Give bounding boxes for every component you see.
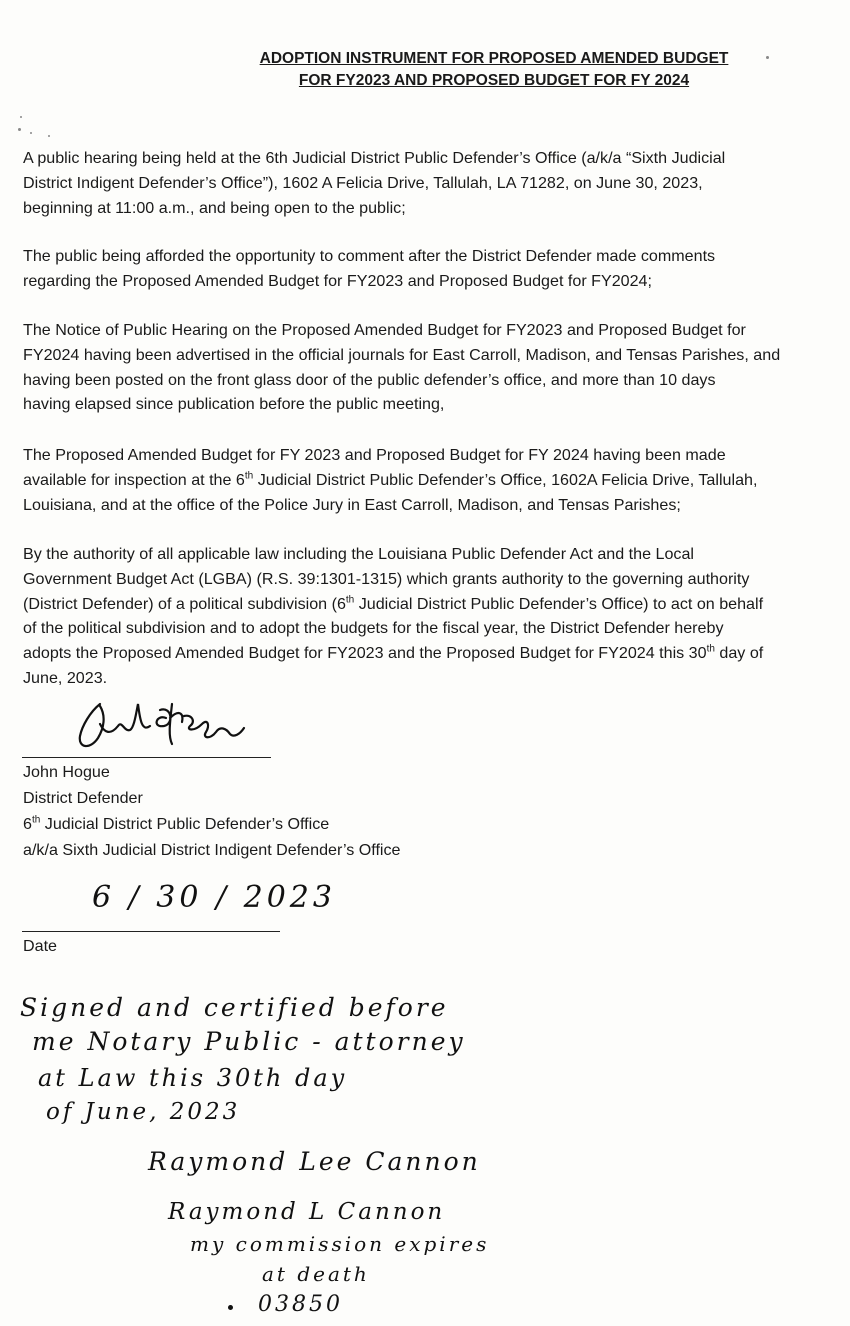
date-line — [22, 931, 280, 932]
title-line-2: FOR FY2023 AND PROPOSED BUDGET FOR FY 2024 — [298, 72, 690, 89]
signatory-aka: a/k/a Sixth Judicial District Indigent Defender’s Office — [23, 841, 401, 859]
john-hogue-signature — [60, 696, 280, 756]
notary-signature: Raymond Lee Cannon — [148, 1147, 481, 1176]
signatory-name: John Hogue — [23, 763, 110, 781]
signature-line — [22, 757, 271, 758]
signatory-title: District Defender — [23, 789, 143, 807]
notary-number: 03850 — [258, 1292, 343, 1317]
paragraph-public-hearing: A public hearing being held at the 6th Judicial District Public Defender’s Office (a/k/a “Sixth Judicial District Indigent Defender’s Office”), 1602 A Felicia Drive, Tallulah, LA 71282, on June 30, 2023, beginning at 11:00 a.m., and being open to the public; — [23, 149, 726, 217]
date-label: Date — [23, 937, 57, 955]
paragraph-public-comment: The public being afforded the opportunity to comment after the District Defender made comments regarding the Proposed Amended Budget for FY2023 and Proposed Budget for FY2024; — [23, 247, 716, 290]
notary-line-4: of June, 2023 — [46, 1099, 241, 1125]
notary-commission-line-2: at death — [262, 1262, 370, 1286]
document-title — [160, 48, 828, 92]
notary-commission-line-1: my commission expires — [190, 1232, 490, 1256]
notary-line-3: at Law this 30th day — [38, 1064, 348, 1092]
notary-printed-name: Raymond L Cannon — [168, 1199, 446, 1225]
paragraph-inspection: The Proposed Amended Budget for FY 2023 and Proposed Budget for FY 2024 having been made available for inspection at the 6th Judicial District Public Defender’s Office, 1602A Felicia Drive, Tallulah, Louisiana, and at the office of the Police Jury in East Carroll, Madison, and Tensas Parishes; — [23, 446, 758, 514]
notary-line-1: Signed and certified before — [20, 993, 449, 1022]
paragraph-authority: By the authority of all applicable law including the Louisiana Public Defender Act and the Local Government Budget Act (LGBA) (R.S. 39:1301-1315) which grants authority to the governing authority (District Defender) of a political subdivision (6th Judicial District Public Defender’s Office) to act on behalf of the political subdivision and to adopt the budgets for the fiscal year, the District Defender hereby adopts the Proposed Amended Budget for FY2023 and the Proposed Budget for FY2024 this 30th day of June, 2023. — [23, 545, 764, 687]
signatory-block — [23, 759, 401, 863]
signatory-office: 6th Judicial District Public Defender’s Office — [23, 814, 330, 833]
handwritten-date: 6 / 30 / 2023 — [92, 880, 336, 915]
title-line-1: ADOPTION INSTRUMENT FOR PROPOSED AMENDED BUDGET — [259, 50, 729, 67]
notary-line-2: me Notary Public - attorney — [32, 1027, 466, 1056]
paragraph-notice: The Notice of Public Hearing on the Proposed Amended Budget for FY2023 and Proposed Budget for FY2024 having been advertised in the official journals for East Carroll, Madison, and Tensas Parishes, and having been posted on the front glass door of the public defender’s office, and more than 10 days having elapsed since publication before the public meeting, — [23, 321, 781, 414]
